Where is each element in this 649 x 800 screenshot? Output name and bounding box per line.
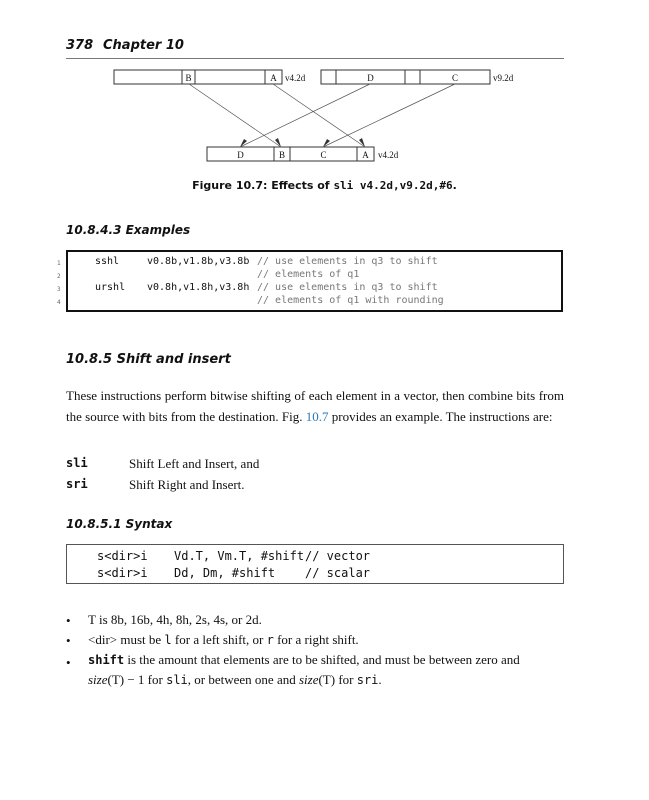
caption-prefix: Figure 10.7: Effects of	[192, 179, 334, 192]
code-comment: // use elements in q3 to shift	[257, 256, 438, 267]
def-desc-sri: Shift Right and Insert.	[129, 477, 245, 492]
bullet-text: .	[258, 612, 262, 627]
bullet-text: must be	[117, 632, 165, 647]
syntax-comment: // scalar	[305, 566, 371, 580]
arrow-d	[240, 84, 370, 147]
def-term-sli: sli	[66, 456, 88, 470]
bullet-dot-icon: •	[66, 655, 71, 670]
figure-link[interactable]: 10.7	[305, 409, 329, 424]
syntax-heading: 10.8.5.1 Syntax	[66, 517, 173, 531]
bullet-text: is	[95, 612, 111, 627]
paragraph-text: provides an example. The instructions are:	[328, 409, 553, 424]
cell-b-top: B	[185, 73, 192, 83]
syntax-args: Vd.T, Vm.T, #shift	[174, 549, 305, 563]
arrowhead-c	[323, 139, 330, 147]
examples-heading: 10.8.4.3 Examples	[66, 223, 191, 237]
code-comment: // use elements in q3 to shift	[257, 282, 438, 293]
dir-token: <dir>	[88, 632, 118, 647]
paragraph-text: These instructions perform bitwise shifting of each element in a vector, then combine bits from the source with bits from the destination. Fig.	[66, 388, 564, 424]
cell-d-result: D	[237, 150, 244, 160]
bullet-text: for a right shift.	[273, 632, 359, 647]
type-value-last: 2d	[245, 612, 259, 627]
code-comment: // elements of q1 with rounding	[257, 295, 444, 306]
line-number: 4	[57, 299, 61, 306]
size-func: size	[88, 672, 108, 687]
type-values: 8b, 16b, 4h, 8h, 2s, 4s	[110, 612, 226, 627]
figure-diagram	[0, 0, 649, 178]
section-paragraph	[66, 385, 564, 427]
bullet-text: (T) − 1 for	[107, 672, 167, 687]
syntax-op: s<dir>i	[97, 549, 148, 563]
def-desc-sli: Shift Left and Insert, and	[129, 456, 260, 471]
line-number: 1	[57, 260, 61, 267]
dir-r: r	[266, 633, 274, 647]
syntax-comment: // vector	[305, 549, 371, 563]
label-v9-top: v9.2d	[493, 73, 514, 83]
code-op: urshl	[95, 282, 126, 293]
chapter-title: Chapter 10	[103, 38, 184, 53]
caption-suffix: .	[452, 179, 457, 192]
arrow-b	[189, 84, 281, 147]
shift-token: shift	[88, 653, 125, 667]
code-args: v0.8h,v1.8h,v3.8h	[147, 282, 250, 293]
caption-code: sli v4.2d,v9.2d,#6	[333, 179, 453, 192]
type-name: T	[88, 612, 96, 627]
dir-l: l	[164, 633, 172, 647]
line-number: 3	[57, 286, 61, 293]
figure-caption	[0, 179, 649, 192]
cell-c-top: C	[451, 73, 459, 83]
bullet-text: , or	[225, 612, 246, 627]
bullet-item-shift	[88, 650, 558, 690]
syntax-op: s<dir>i	[97, 566, 148, 580]
def-term-sri: sri	[66, 477, 88, 491]
label-v4-result: v4.2d	[378, 150, 399, 160]
bullet-item-type	[88, 610, 558, 630]
arrowhead-d	[240, 139, 247, 147]
code-op: sshl	[95, 256, 120, 267]
sri-token: sri	[356, 673, 379, 687]
cell-b-result: B	[278, 150, 286, 160]
section-heading: 10.8.5 Shift and insert	[66, 352, 231, 367]
code-comment: // elements of q1	[257, 269, 360, 280]
bullet-item-dir	[88, 630, 558, 650]
code-args: v0.8b,v1.8b,v3.8b	[147, 256, 250, 267]
label-v4-top: v4.2d	[285, 73, 306, 83]
page-number: 378	[66, 38, 94, 53]
bullet-text: for a left shift, or	[171, 632, 267, 647]
bullet-text: .	[378, 672, 382, 687]
bullet-text: , or between one and	[187, 672, 299, 687]
cell-c-result: C	[320, 150, 327, 160]
arrowhead-a	[359, 138, 365, 147]
cell-a-top: A	[270, 73, 277, 83]
bullet-dot-icon: •	[66, 633, 71, 648]
cell-a-result: A	[362, 150, 369, 160]
bullet-text: (T) for	[318, 672, 357, 687]
arrow-c	[323, 84, 455, 147]
bullet-text: is the amount that elements are to be shifted, and must be between zero and	[124, 652, 520, 667]
reg-v4-top	[114, 70, 282, 84]
cell-d-top: D	[367, 73, 374, 83]
line-number: 2	[57, 273, 61, 280]
sli-token: sli	[166, 673, 188, 687]
syntax-args: Dd, Dm, #shift	[174, 566, 276, 580]
bullet-dot-icon: •	[66, 613, 71, 628]
arrowhead-b	[275, 138, 281, 147]
size-func: size	[298, 672, 319, 687]
